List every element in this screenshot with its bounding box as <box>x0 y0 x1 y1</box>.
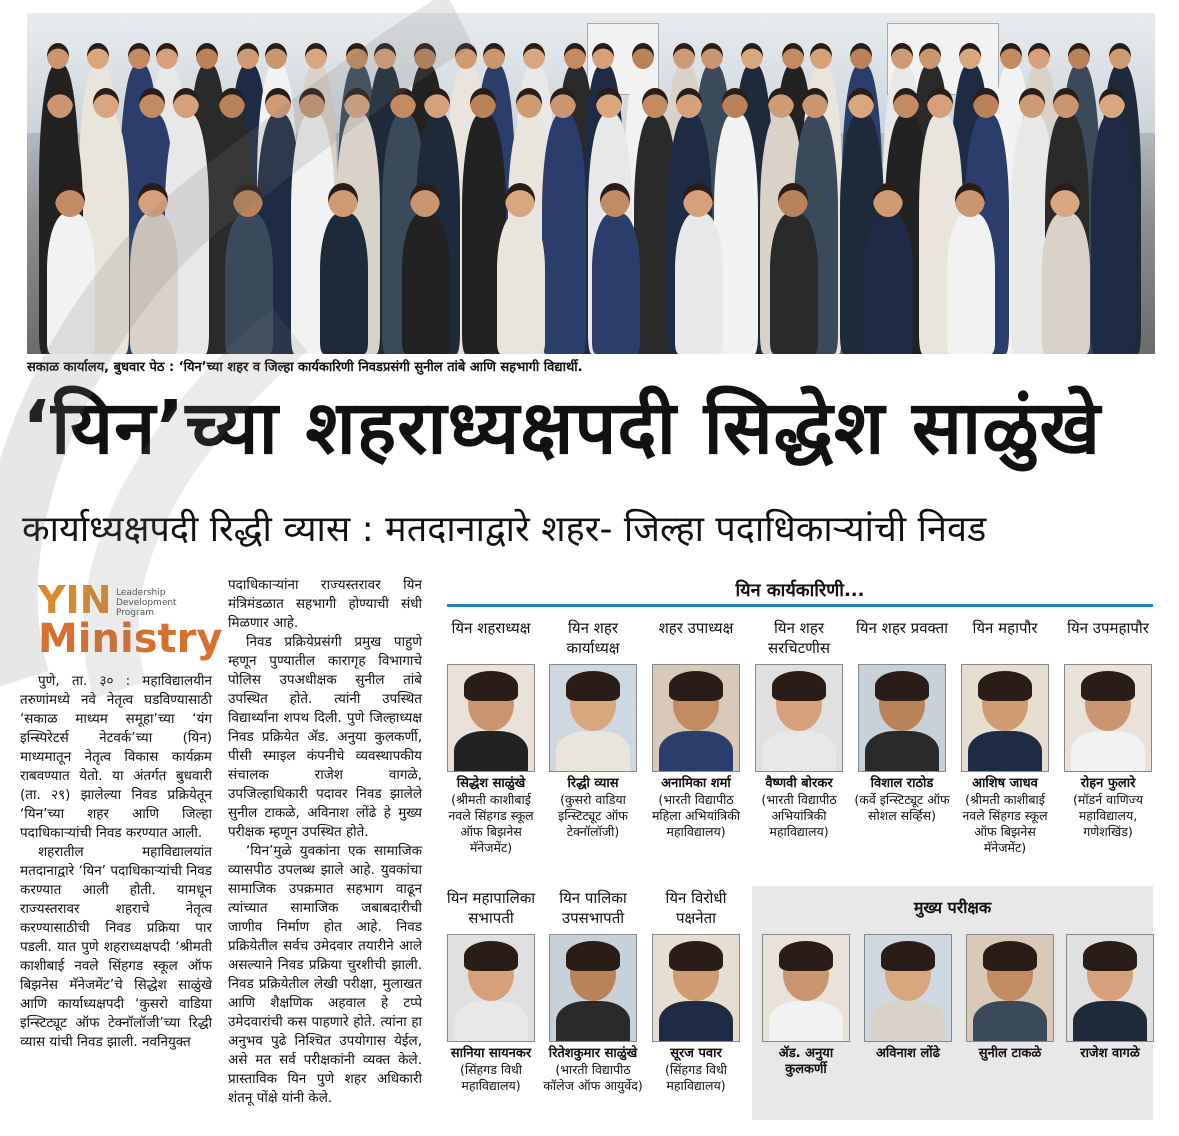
officer-role: यिन पालिका उपसभापती <box>559 889 627 927</box>
article-paragraph: ‘यिन’मुळे युवकांना एक सामाजिक व्यासपीठ उपलब्ध झाले आहे. युवकांचा सामाजिक उपक्रमात सहभाग वाढून त्यांच्यात सामाजिक जबाबदारीची जाणीव निर्माण होत आहे. निवड प्रक्रियेतील सर्वच उमेदवार तयारीने आले असल्याने निवड प्रक्रिया चुरशीची झाली. निवड प्रक्रियेतील लेखी परीक्षा, मुलाखत आणि शैक्षणिक अहवाल हे टप्पे उमेदवारांची कस पाहणारे होते. त्यांना हा अनुभव पुढे निश्चित उपयोगास येईल, असे मत सर्व परीक्षकांनी व्यक्त केले. प्रास्ताविक यिन पुणे शहर अधिकारी शंतनू पोंक्षे यांनी केले. <box>228 843 422 1106</box>
officer-photo <box>447 664 535 772</box>
logo-tagline: Leadership Development Program <box>116 588 177 618</box>
group-photo <box>27 13 1155 354</box>
officer-name: रिद्धी व्यास <box>567 776 619 791</box>
article-paragraph: पदाधिकाऱ्यांना राज्यस्तरावर यिन मंत्रिमंडळात सहभागी होण्याची संधी मिळणार आहे. <box>228 577 422 631</box>
officer-institution: (श्रीमती काशीबाई नवले सिंहगड स्कूल ऑफ बिझनेस मॅनेजमेंट) <box>448 792 534 855</box>
officer-name: सिद्धेश साळुंखे <box>456 776 526 791</box>
officer-name: आशिष जाधव <box>972 776 1038 791</box>
officer-institution: (भारती विद्यापीठ कॉलेज ऑफ आयुर्वेद) <box>543 1062 643 1093</box>
article-column-2 <box>228 576 422 1108</box>
officer-role: यिन विरोधी पक्षनेता <box>665 889 727 927</box>
officer-name: रोहन फुलारे <box>1080 776 1136 791</box>
officer-role: यिन शहर कार्याध्यक्ष <box>566 619 620 657</box>
officer-institution: (मॉडर्न वाणिज्य महाविद्यालय, गणेशखिंड) <box>1072 792 1144 839</box>
officer-photo <box>858 664 946 772</box>
officer-photo <box>762 934 850 1042</box>
officer-institution: (श्रीमती काशीबाई नवले सिंहगड स्कूल ऑफ बिझनेस मॅनेजमेंट) <box>962 792 1048 855</box>
article-paragraph: निवड प्रक्रियेप्रसंगी प्रमुख पाहुणे म्हणून पुण्यातील कारागृह विभागाचे पोलिस उपअधीक्षक सुनील तांबे उपस्थित होते. त्यांनी उपस्थित विद्यार्थ्यांना शपथ दिली. पुणे जिल्हाध्यक्ष निवड प्रक्रियेत ॲड. अनुया कुलकर्णी, पीसी स्माइल कंपनीचे व्यवस्थापकीय संचालक राजेश वागळे, उपजिल्हाधिकारी पदावर निवड झालेले सुनील टाकळे, अविनाश लोंढे हे मुख्य परीक्षक म्हणून उपस्थित होते. <box>228 634 422 840</box>
officer-card <box>646 888 746 1094</box>
officer-card <box>543 888 643 1094</box>
officer-name: सुनील टाकळे <box>978 1046 1042 1061</box>
karyakarini-title: यिन कार्यकारिणी... <box>735 580 865 601</box>
officer-card <box>756 930 856 1078</box>
officer-photo <box>1066 934 1154 1042</box>
officer-card <box>960 930 1060 1062</box>
officer-card <box>646 618 746 840</box>
logo-ministry: Ministry <box>38 616 223 662</box>
officer-name: रितेशकुमार साळुंखे <box>548 1046 638 1061</box>
officer-name: राजेश वागळे <box>1080 1046 1140 1061</box>
officer-name: सूरज पवार <box>670 1046 722 1061</box>
officer-card <box>749 618 849 840</box>
officer-institution: (भारती विद्यापीठ अभियांत्रिकी महाविद्यालय) <box>761 792 837 839</box>
officer-role: यिन शहर प्रवक्ता <box>855 619 949 637</box>
officer-photo <box>447 934 535 1042</box>
officer-role: यिन शहर सरचिटणीस <box>767 619 831 657</box>
officer-role: शहर उपाध्यक्ष <box>658 619 734 637</box>
headline: ‘यिन’च्या शहराध्यक्षपदी सिद्धेश साळुंखे <box>22 385 1101 471</box>
officer-card <box>441 618 541 856</box>
officer-card <box>1058 618 1158 840</box>
officer-photo <box>652 934 740 1042</box>
officer-card <box>441 888 541 1094</box>
photo-caption: सकाळ कार्यालय, बुधवार पेठ : ‘यिन’च्या शहर व जिल्हा कार्यकारिणी निवडप्रसंगी सुनील तांबे आणि सहभागी विद्यार्थी. <box>27 360 583 375</box>
officer-photo <box>1064 664 1152 772</box>
officer-card <box>1060 930 1160 1062</box>
judges-title: मुख्य परीक्षक <box>913 898 992 917</box>
officer-name: विशाल राठोड <box>870 776 934 791</box>
officer-role: यिन महापालिका सभापती <box>446 889 536 927</box>
officer-name: अविनाश लोंढे <box>876 1046 940 1061</box>
article-column-1 <box>20 672 212 1052</box>
yin-ministry-logo <box>38 578 223 668</box>
officer-card <box>955 618 1055 856</box>
officer-institution: (सिंहगड विधी महाविद्यालय) <box>459 1062 522 1093</box>
officer-photo <box>755 664 843 772</box>
article-paragraph: शहरातील महाविद्यालयांत मतदानाद्वारे ‘यिन’ पदाधिकाऱ्यांची निवड करण्यात आली होती. यामधून राज्यस्तरावर शहराचे नेतृत्व करण्यासाठीची निवड प्रक्रिया पार पडली. यात पुणे शहराध्यक्षपदी ‘श्रीमती काशीबाई नवले सिंहगड स्कूल ऑफ बिझनेस मॅनेजमेंट’चे सिद्धेश साळुंखे आणि कार्याध्यक्षपदी ‘कुसरो वाडिया इन्स्टिट्यूट ऑफ टेक्नॉलॉजी’च्या रिद्धी व्यास यांची निवड झाली. नवनियुक्त <box>20 844 212 1050</box>
officer-photo <box>961 664 1049 772</box>
officer-institution: (कुसरो वाडिया इन्स्टिट्यूट ऑफ टेक्नॉलॉजी) <box>558 792 628 839</box>
karyakarini-rule <box>447 604 1153 607</box>
officer-institution: (भारती विद्यापीठ महिला अभियांत्रिकी महाविद्यालय) <box>651 792 741 839</box>
officer-institution: (कर्वे इन्स्टिट्यूट ऑफ सोशल सर्व्हिस) <box>854 792 950 823</box>
officer-card <box>543 618 643 840</box>
officer-photo <box>652 664 740 772</box>
officer-photo <box>864 934 952 1042</box>
officer-name: ॲड. अनुया कुलकर्णी <box>778 1046 834 1077</box>
officer-role: यिन शहराध्यक्ष <box>451 619 531 637</box>
subheadline: कार्याध्यक्षपदी रिद्धी व्यास : मतदानाद्वारे शहर- जिल्हा पदाधिकाऱ्यांची निवड <box>22 509 987 550</box>
officer-name: सानिया सायनकर <box>450 1046 532 1061</box>
officer-institution: (सिंहगड विधी महाविद्यालय) <box>664 1062 727 1093</box>
officer-name: वैष्णवी बोरकर <box>765 776 833 791</box>
officer-photo <box>549 664 637 772</box>
officer-photo <box>549 934 637 1042</box>
article-paragraph: पुणे, ता. ३० : महाविद्यालयीन तरुणांमध्ये नवे नेतृत्व घडविण्यासाठी ‘सकाळ माध्यम समूहा’च्या ‘यंग इन्स्पिरेटर्स नेटवर्क’च्या (यिन) माध्यमातून नेतृत्व विकास कार्यक्रम राबवण्यात येतो. या अंतर्गत बुधवारी (ता. २९) झालेल्या निवड प्रक्रियेतून ‘यिन’च्या शहर आणि जिल्हा पदाधिकाऱ्यांची निवड करण्यात आली. <box>20 673 212 841</box>
officer-role: यिन महापौर <box>972 619 1038 637</box>
officer-name: अनामिका शर्मा <box>661 776 731 791</box>
officer-card <box>858 930 958 1062</box>
officer-photo <box>966 934 1054 1042</box>
logo-yin: YIN <box>38 578 112 622</box>
officer-card <box>852 618 952 824</box>
officer-role: यिन उपमहापौर <box>1067 619 1149 637</box>
